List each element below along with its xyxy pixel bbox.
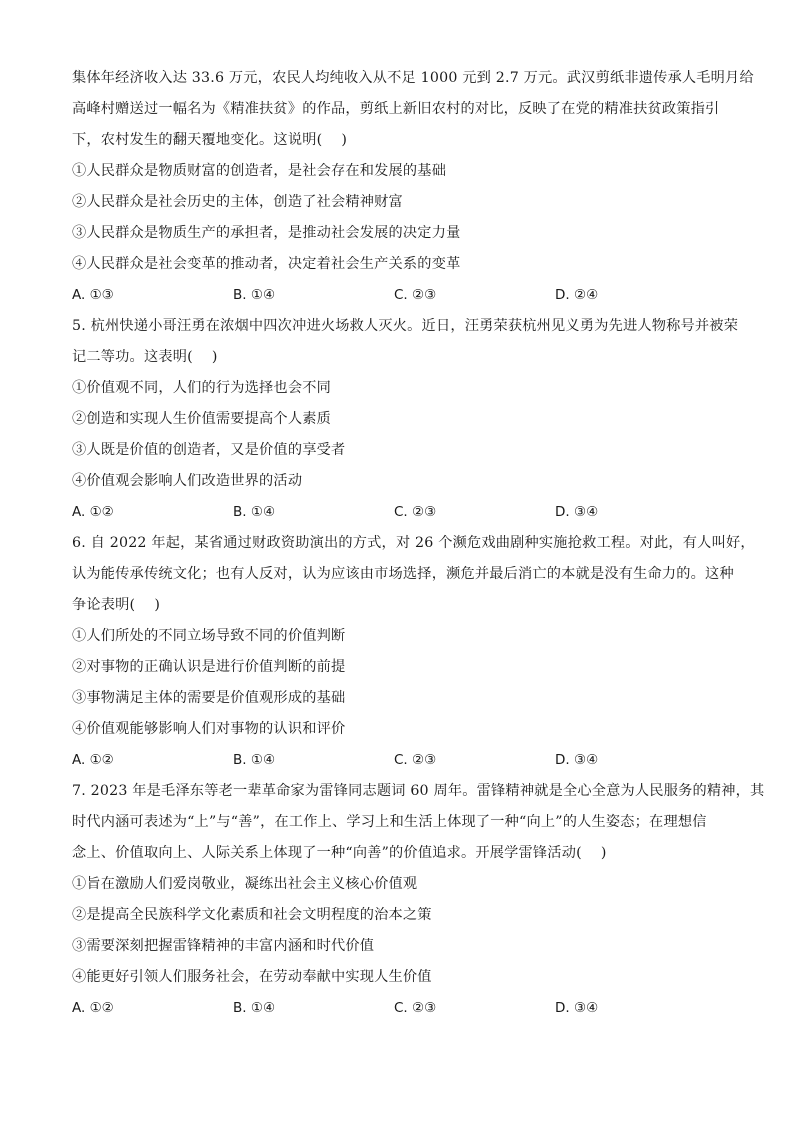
option-a: A. ①② bbox=[72, 752, 114, 768]
statement-3: ③需要深刻把握雷锋精神的丰富内涵和时代价值 bbox=[72, 938, 375, 954]
question-5 bbox=[72, 311, 739, 528]
option-b: B. ①④ bbox=[233, 287, 276, 303]
question-stem-line: 认为能传承传统文化；也有人反对，认为应该由市场选择，濒危并最后消亡的本就是没有生命力的。这种 bbox=[72, 566, 734, 582]
statement-1: ①人民群众是物质财富的创造者，是社会存在和发展的基础 bbox=[72, 163, 447, 179]
statement-1: ①人们所处的不同立场导致不同的价值判断 bbox=[72, 628, 346, 644]
option-b: B. ①④ bbox=[233, 504, 276, 520]
option-b: B. ①④ bbox=[233, 752, 276, 768]
statement-4: ④价值观会影响人们改造世界的活动 bbox=[72, 473, 303, 489]
question-stem-line: 集体年经济收入达 33.6 万元，农民人均纯收入从不足 1000 元到 2.7 万元。武汉剪纸非遗传承人毛明月给 bbox=[72, 70, 754, 86]
answer-options bbox=[72, 280, 722, 311]
option-c: C. ②③ bbox=[394, 752, 437, 768]
option-a: A. ①② bbox=[72, 1000, 114, 1016]
question-stem-line: 5. 杭州快递小哥汪勇在浓烟中四次冲进火场救人灭火。近日，汪勇荣获杭州见义勇为先进人物称号并被荣 bbox=[72, 318, 739, 334]
question-7 bbox=[72, 776, 765, 1024]
question-stem-line: 下，农村发生的翻天覆地变化。这说明( ) bbox=[72, 132, 348, 148]
statement-1: ①价值观不同，人们的行为选择也会不同 bbox=[72, 380, 331, 396]
statement-4: ④人民群众是社会变革的推动者，决定着社会生产关系的变革 bbox=[72, 256, 461, 272]
answer-options bbox=[72, 745, 722, 776]
question-stem-line: 7. 2023 年是毛泽东等老一辈革命家为雷锋同志题词 60 周年。雷锋精神就是全心全意为人民服务的精神，其 bbox=[72, 783, 765, 799]
question-stem-line: 高峰村赠送过一幅名为《精准扶贫》的作品，剪纸上新旧农村的对比，反映了在党的精准扶贫政策指引 bbox=[72, 101, 720, 117]
option-d: D. ②④ bbox=[555, 287, 599, 303]
option-d: D. ③④ bbox=[555, 1000, 599, 1016]
option-c: C. ②③ bbox=[394, 504, 437, 520]
question-stem-line: 念上、价值取向上、人际关系上体现了一种“向善”的价值追求。开展学雷锋活动( ) bbox=[72, 845, 607, 861]
question-stem-line: 记二等功。这表明( ) bbox=[72, 349, 218, 365]
statement-4: ④能更好引领人们服务社会，在劳动奉献中实现人生价值 bbox=[72, 969, 432, 985]
statement-2: ②是提高全民族科学文化素质和社会文明程度的治本之策 bbox=[72, 907, 432, 923]
statement-2: ②对事物的正确认识是进行价值判断的前提 bbox=[72, 659, 346, 675]
question-6 bbox=[72, 528, 755, 776]
statement-1: ①旨在激励人们爱岗敬业，凝练出社会主义核心价值观 bbox=[72, 876, 418, 892]
statement-2: ②创造和实现人生价值需要提高个人素质 bbox=[72, 411, 331, 427]
statement-2: ②人民群众是社会历史的主体，创造了社会精神财富 bbox=[72, 194, 403, 210]
option-c: C. ②③ bbox=[394, 287, 437, 303]
option-d: D. ③④ bbox=[555, 752, 599, 768]
option-d: D. ③④ bbox=[555, 504, 599, 520]
option-b: B. ①④ bbox=[233, 1000, 276, 1016]
statement-3: ③人既是价值的创造者，又是价值的享受者 bbox=[72, 442, 346, 458]
statement-4: ④价值观能够影响人们对事物的认识和评价 bbox=[72, 721, 346, 737]
exam-page bbox=[72, 63, 765, 1024]
question-stem-line: 争论表明( ) bbox=[72, 597, 161, 613]
question-4 bbox=[72, 63, 754, 311]
option-a: A. ①② bbox=[72, 504, 114, 520]
answer-options bbox=[72, 993, 722, 1024]
statement-3: ③人民群众是物质生产的承担者，是推动社会发展的决定力量 bbox=[72, 225, 461, 241]
question-stem-line: 时代内涵可表述为“上”与“善”，在工作上、学习上和生活上体现了一种“向上”的人生姿态；在理想信 bbox=[72, 814, 707, 830]
option-a: A. ①③ bbox=[72, 287, 114, 303]
answer-options bbox=[72, 497, 722, 528]
option-c: C. ②③ bbox=[394, 1000, 437, 1016]
statement-3: ③事物满足主体的需要是价值观形成的基础 bbox=[72, 690, 346, 706]
question-stem-line: 6. 自 2022 年起，某省通过财政资助演出的方式，对 26 个濒危戏曲剧种实施抢救工程。对此，有人叫好， bbox=[72, 535, 755, 551]
